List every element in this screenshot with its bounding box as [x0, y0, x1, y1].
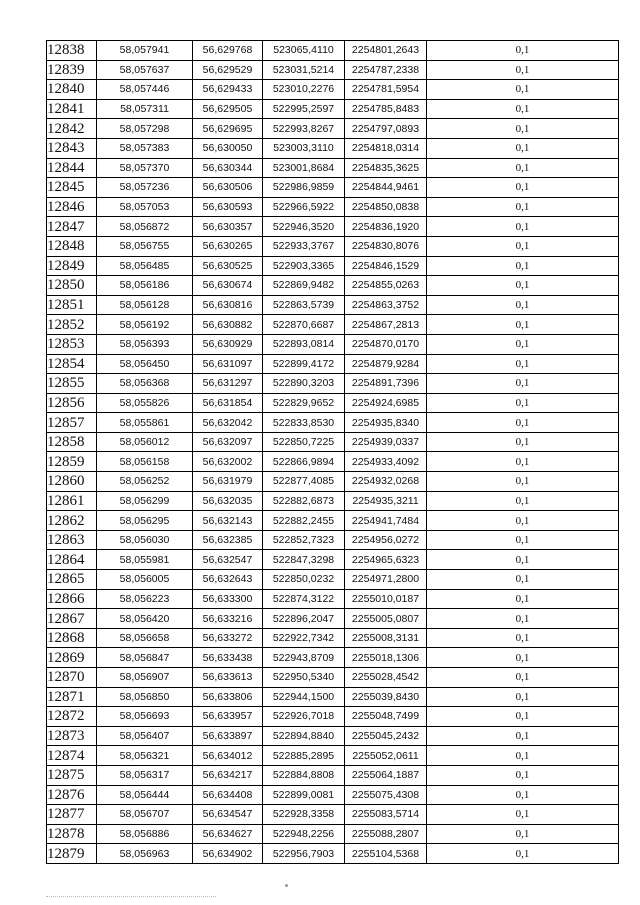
longitude-cell: 56,633272 [193, 628, 263, 648]
x-coordinate-cell: 522950,5340 [263, 668, 345, 688]
longitude-cell: 56,632035 [193, 491, 263, 511]
y-coordinate-cell: 2254933,4092 [345, 452, 427, 472]
y-coordinate-cell: 2254801,2643 [345, 41, 427, 61]
table-row [47, 491, 619, 511]
point-number-cell: 12840 [47, 80, 97, 100]
table-row [47, 354, 619, 374]
point-number-cell: 12873 [47, 726, 97, 746]
error-cell: 0,1 [427, 805, 619, 825]
error-cell: 0,1 [427, 785, 619, 805]
y-coordinate-cell: 2254965,6323 [345, 550, 427, 570]
point-number-cell: 12847 [47, 217, 97, 237]
error-cell: 0,1 [427, 668, 619, 688]
y-coordinate-cell: 2255048,7499 [345, 707, 427, 727]
latitude-cell: 58,056450 [97, 354, 193, 374]
x-coordinate-cell: 522948,2256 [263, 824, 345, 844]
longitude-cell: 56,631979 [193, 472, 263, 492]
table-row [47, 393, 619, 413]
error-cell: 0,1 [427, 844, 619, 864]
point-number-cell: 12864 [47, 550, 97, 570]
latitude-cell: 58,056393 [97, 334, 193, 354]
table-row [47, 138, 619, 158]
point-number-cell: 12862 [47, 511, 97, 531]
table-row [47, 334, 619, 354]
point-number-cell: 12848 [47, 236, 97, 256]
error-cell: 0,1 [427, 276, 619, 296]
error-cell: 0,1 [427, 41, 619, 61]
table-row [47, 452, 619, 472]
x-coordinate-cell: 522894,8840 [263, 726, 345, 746]
y-coordinate-cell: 2255083,5714 [345, 805, 427, 825]
latitude-cell: 58,056872 [97, 217, 193, 237]
latitude-cell: 58,056850 [97, 687, 193, 707]
point-number-cell: 12852 [47, 315, 97, 335]
point-number-cell: 12871 [47, 687, 97, 707]
point-number-cell: 12867 [47, 609, 97, 629]
latitude-cell: 58,057637 [97, 60, 193, 80]
longitude-cell: 56,634902 [193, 844, 263, 864]
table-row [47, 628, 619, 648]
x-coordinate-cell: 522852,7323 [263, 530, 345, 550]
table-row [47, 589, 619, 609]
x-coordinate-cell: 522899,0081 [263, 785, 345, 805]
y-coordinate-cell: 2255008,3131 [345, 628, 427, 648]
table-row [47, 687, 619, 707]
point-number-cell: 12875 [47, 765, 97, 785]
longitude-cell: 56,631297 [193, 374, 263, 394]
x-coordinate-cell: 522896,2047 [263, 609, 345, 629]
point-number-cell: 12853 [47, 334, 97, 354]
x-coordinate-cell: 523010,2276 [263, 80, 345, 100]
latitude-cell: 58,055826 [97, 393, 193, 413]
longitude-cell: 56,630674 [193, 276, 263, 296]
y-coordinate-cell: 2254855,0263 [345, 276, 427, 296]
error-cell: 0,1 [427, 354, 619, 374]
error-cell: 0,1 [427, 726, 619, 746]
latitude-cell: 58,056707 [97, 805, 193, 825]
x-coordinate-cell: 522829,9652 [263, 393, 345, 413]
latitude-cell: 58,056755 [97, 236, 193, 256]
table-row [47, 648, 619, 668]
point-number-cell: 12839 [47, 60, 97, 80]
latitude-cell: 58,057370 [97, 158, 193, 178]
point-number-cell: 12860 [47, 472, 97, 492]
x-coordinate-cell: 522899,4172 [263, 354, 345, 374]
table-row [47, 236, 619, 256]
error-cell: 0,1 [427, 687, 619, 707]
table-row [47, 315, 619, 335]
longitude-cell: 56,629695 [193, 119, 263, 139]
point-number-cell: 12844 [47, 158, 97, 178]
y-coordinate-cell: 2255075,4308 [345, 785, 427, 805]
table-row [47, 432, 619, 452]
table-row [47, 158, 619, 178]
point-number-cell: 12863 [47, 530, 97, 550]
latitude-cell: 58,057053 [97, 197, 193, 217]
latitude-cell: 58,057236 [97, 178, 193, 198]
latitude-cell: 58,055981 [97, 550, 193, 570]
longitude-cell: 56,630357 [193, 217, 263, 237]
table-row [47, 805, 619, 825]
point-number-cell: 12858 [47, 432, 97, 452]
longitude-cell: 56,633438 [193, 648, 263, 668]
y-coordinate-cell: 2254797,0893 [345, 119, 427, 139]
x-coordinate-cell: 522847,3298 [263, 550, 345, 570]
x-coordinate-cell: 522943,8709 [263, 648, 345, 668]
table-row [47, 746, 619, 766]
table-row [47, 511, 619, 531]
y-coordinate-cell: 2254924,6985 [345, 393, 427, 413]
error-cell: 0,1 [427, 511, 619, 531]
error-cell: 0,1 [427, 432, 619, 452]
error-cell: 0,1 [427, 334, 619, 354]
longitude-cell: 56,629433 [193, 80, 263, 100]
y-coordinate-cell: 2254818,0314 [345, 138, 427, 158]
y-coordinate-cell: 2254870,0170 [345, 334, 427, 354]
point-number-cell: 12842 [47, 119, 97, 139]
longitude-cell: 56,632385 [193, 530, 263, 550]
y-coordinate-cell: 2254844,9461 [345, 178, 427, 198]
longitude-cell: 56,633806 [193, 687, 263, 707]
y-coordinate-cell: 2254830,8076 [345, 236, 427, 256]
latitude-cell: 58,056252 [97, 472, 193, 492]
x-coordinate-cell: 522866,9894 [263, 452, 345, 472]
longitude-cell: 56,632097 [193, 432, 263, 452]
point-number-cell: 12878 [47, 824, 97, 844]
error-cell: 0,1 [427, 99, 619, 119]
x-coordinate-cell: 522944,1500 [263, 687, 345, 707]
x-coordinate-cell: 522884,8808 [263, 765, 345, 785]
y-coordinate-cell: 2254879,9284 [345, 354, 427, 374]
table-row [47, 765, 619, 785]
longitude-cell: 56,633897 [193, 726, 263, 746]
table-row [47, 276, 619, 296]
y-coordinate-cell: 2255018,1306 [345, 648, 427, 668]
table-row [47, 99, 619, 119]
latitude-cell: 58,056128 [97, 295, 193, 315]
latitude-cell: 58,056295 [97, 511, 193, 531]
y-coordinate-cell: 2255088,2807 [345, 824, 427, 844]
longitude-cell: 56,632002 [193, 452, 263, 472]
error-cell: 0,1 [427, 648, 619, 668]
y-coordinate-cell: 2254932,0268 [345, 472, 427, 492]
latitude-cell: 58,057311 [97, 99, 193, 119]
longitude-cell: 56,630506 [193, 178, 263, 198]
x-coordinate-cell: 522877,4085 [263, 472, 345, 492]
latitude-cell: 58,056030 [97, 530, 193, 550]
longitude-cell: 56,630593 [193, 197, 263, 217]
longitude-cell: 56,633216 [193, 609, 263, 629]
latitude-cell: 58,056658 [97, 628, 193, 648]
x-coordinate-cell: 522870,6687 [263, 315, 345, 335]
latitude-cell: 58,056886 [97, 824, 193, 844]
x-coordinate-cell: 522928,3358 [263, 805, 345, 825]
x-coordinate-cell: 522882,6873 [263, 491, 345, 511]
error-cell: 0,1 [427, 824, 619, 844]
x-coordinate-cell: 522986,9859 [263, 178, 345, 198]
error-cell: 0,1 [427, 707, 619, 727]
error-cell: 0,1 [427, 413, 619, 433]
point-number-cell: 12856 [47, 393, 97, 413]
table-row [47, 80, 619, 100]
point-number-cell: 12866 [47, 589, 97, 609]
latitude-cell: 58,056485 [97, 256, 193, 276]
x-coordinate-cell: 522993,8267 [263, 119, 345, 139]
y-coordinate-cell: 2255039,8430 [345, 687, 427, 707]
point-number-cell: 12870 [47, 668, 97, 688]
point-number-cell: 12874 [47, 746, 97, 766]
table-row [47, 550, 619, 570]
latitude-cell: 58,056317 [97, 765, 193, 785]
x-coordinate-cell: 522995,2597 [263, 99, 345, 119]
error-cell: 0,1 [427, 158, 619, 178]
x-coordinate-cell: 523065,4110 [263, 41, 345, 61]
longitude-cell: 56,633300 [193, 589, 263, 609]
table-row [47, 41, 619, 61]
error-cell: 0,1 [427, 197, 619, 217]
longitude-cell: 56,630344 [193, 158, 263, 178]
y-coordinate-cell: 2254956,0272 [345, 530, 427, 550]
x-coordinate-cell: 522966,5922 [263, 197, 345, 217]
y-coordinate-cell: 2254787,2338 [345, 60, 427, 80]
x-coordinate-cell: 522850,7225 [263, 432, 345, 452]
table-row [47, 726, 619, 746]
latitude-cell: 58,056444 [97, 785, 193, 805]
point-number-cell: 12850 [47, 276, 97, 296]
table-row [47, 256, 619, 276]
longitude-cell: 56,630050 [193, 138, 263, 158]
error-cell: 0,1 [427, 746, 619, 766]
point-number-cell: 12855 [47, 374, 97, 394]
scan-mark [285, 884, 288, 887]
y-coordinate-cell: 2254785,8483 [345, 99, 427, 119]
point-number-cell: 12859 [47, 452, 97, 472]
y-coordinate-cell: 2254935,3211 [345, 491, 427, 511]
y-coordinate-cell: 2255028,4542 [345, 668, 427, 688]
latitude-cell: 58,056420 [97, 609, 193, 629]
longitude-cell: 56,634547 [193, 805, 263, 825]
error-cell: 0,1 [427, 236, 619, 256]
point-number-cell: 12879 [47, 844, 97, 864]
y-coordinate-cell: 2255104,5368 [345, 844, 427, 864]
table-row [47, 178, 619, 198]
longitude-cell: 56,630929 [193, 334, 263, 354]
error-cell: 0,1 [427, 393, 619, 413]
point-number-cell: 12872 [47, 707, 97, 727]
point-number-cell: 12845 [47, 178, 97, 198]
y-coordinate-cell: 2254835,3625 [345, 158, 427, 178]
error-cell: 0,1 [427, 530, 619, 550]
longitude-cell: 56,633613 [193, 668, 263, 688]
point-number-cell: 12868 [47, 628, 97, 648]
x-coordinate-cell: 522893,0814 [263, 334, 345, 354]
longitude-cell: 56,629505 [193, 99, 263, 119]
table-row [47, 197, 619, 217]
latitude-cell: 58,056192 [97, 315, 193, 335]
error-cell: 0,1 [427, 315, 619, 335]
point-number-cell: 12851 [47, 295, 97, 315]
longitude-cell: 56,629529 [193, 60, 263, 80]
error-cell: 0,1 [427, 472, 619, 492]
longitude-cell: 56,632143 [193, 511, 263, 531]
coordinates-table-body [47, 41, 619, 864]
y-coordinate-cell: 2254867,2813 [345, 315, 427, 335]
longitude-cell: 56,632547 [193, 550, 263, 570]
latitude-cell: 58,056963 [97, 844, 193, 864]
latitude-cell: 58,056693 [97, 707, 193, 727]
error-cell: 0,1 [427, 628, 619, 648]
x-coordinate-cell: 522922,7342 [263, 628, 345, 648]
longitude-cell: 56,634408 [193, 785, 263, 805]
table-row [47, 472, 619, 492]
table-row [47, 570, 619, 590]
latitude-cell: 58,057298 [97, 119, 193, 139]
point-number-cell: 12849 [47, 256, 97, 276]
x-coordinate-cell: 523003,3110 [263, 138, 345, 158]
error-cell: 0,1 [427, 765, 619, 785]
point-number-cell: 12854 [47, 354, 97, 374]
coordinates-table [46, 40, 619, 864]
x-coordinate-cell: 523001,8684 [263, 158, 345, 178]
point-number-cell: 12877 [47, 805, 97, 825]
x-coordinate-cell: 522890,3203 [263, 374, 345, 394]
latitude-cell: 58,057383 [97, 138, 193, 158]
error-cell: 0,1 [427, 80, 619, 100]
latitude-cell: 58,057941 [97, 41, 193, 61]
longitude-cell: 56,630816 [193, 295, 263, 315]
y-coordinate-cell: 2254935,8340 [345, 413, 427, 433]
point-number-cell: 12841 [47, 99, 97, 119]
x-coordinate-cell: 522956,7903 [263, 844, 345, 864]
error-cell: 0,1 [427, 60, 619, 80]
longitude-cell: 56,632643 [193, 570, 263, 590]
point-number-cell: 12865 [47, 570, 97, 590]
table-row [47, 824, 619, 844]
error-cell: 0,1 [427, 374, 619, 394]
error-cell: 0,1 [427, 452, 619, 472]
error-cell: 0,1 [427, 217, 619, 237]
longitude-cell: 56,634627 [193, 824, 263, 844]
y-coordinate-cell: 2254971,2800 [345, 570, 427, 590]
x-coordinate-cell: 523031,5214 [263, 60, 345, 80]
longitude-cell: 56,630882 [193, 315, 263, 335]
error-cell: 0,1 [427, 491, 619, 511]
error-cell: 0,1 [427, 295, 619, 315]
table-row [47, 668, 619, 688]
point-number-cell: 12861 [47, 491, 97, 511]
table-row [47, 844, 619, 864]
error-cell: 0,1 [427, 119, 619, 139]
latitude-cell: 58,056907 [97, 668, 193, 688]
table-row [47, 217, 619, 237]
point-number-cell: 12843 [47, 138, 97, 158]
y-coordinate-cell: 2254781,5954 [345, 80, 427, 100]
y-coordinate-cell: 2255005,0807 [345, 609, 427, 629]
y-coordinate-cell: 2254846,1529 [345, 256, 427, 276]
point-number-cell: 12846 [47, 197, 97, 217]
x-coordinate-cell: 522926,7018 [263, 707, 345, 727]
latitude-cell: 58,055861 [97, 413, 193, 433]
error-cell: 0,1 [427, 550, 619, 570]
table-row [47, 119, 619, 139]
y-coordinate-cell: 2254939,0337 [345, 432, 427, 452]
point-number-cell: 12869 [47, 648, 97, 668]
y-coordinate-cell: 2254941,7484 [345, 511, 427, 531]
latitude-cell: 58,056158 [97, 452, 193, 472]
error-cell: 0,1 [427, 609, 619, 629]
longitude-cell: 56,630265 [193, 236, 263, 256]
x-coordinate-cell: 522869,9482 [263, 276, 345, 296]
point-number-cell: 12857 [47, 413, 97, 433]
latitude-cell: 58,056299 [97, 491, 193, 511]
x-coordinate-cell: 522874,3122 [263, 589, 345, 609]
y-coordinate-cell: 2255045,2432 [345, 726, 427, 746]
latitude-cell: 58,056321 [97, 746, 193, 766]
y-coordinate-cell: 2254836,1920 [345, 217, 427, 237]
latitude-cell: 58,056847 [97, 648, 193, 668]
x-coordinate-cell: 522903,3365 [263, 256, 345, 276]
table-row [47, 707, 619, 727]
y-coordinate-cell: 2254850,0838 [345, 197, 427, 217]
latitude-cell: 58,056012 [97, 432, 193, 452]
x-coordinate-cell: 522882,2455 [263, 511, 345, 531]
latitude-cell: 58,056407 [97, 726, 193, 746]
point-number-cell: 12838 [47, 41, 97, 61]
latitude-cell: 58,056223 [97, 589, 193, 609]
footer-divider [46, 896, 216, 897]
latitude-cell: 58,056368 [97, 374, 193, 394]
longitude-cell: 56,633957 [193, 707, 263, 727]
y-coordinate-cell: 2254891,7396 [345, 374, 427, 394]
table-row [47, 413, 619, 433]
table-row [47, 609, 619, 629]
longitude-cell: 56,629768 [193, 41, 263, 61]
x-coordinate-cell: 522863,5739 [263, 295, 345, 315]
error-cell: 0,1 [427, 256, 619, 276]
longitude-cell: 56,631097 [193, 354, 263, 374]
latitude-cell: 58,056186 [97, 276, 193, 296]
table-row [47, 295, 619, 315]
table-row [47, 785, 619, 805]
y-coordinate-cell: 2255052,0611 [345, 746, 427, 766]
longitude-cell: 56,634217 [193, 765, 263, 785]
table-row [47, 374, 619, 394]
point-number-cell: 12876 [47, 785, 97, 805]
error-cell: 0,1 [427, 138, 619, 158]
y-coordinate-cell: 2255064,1887 [345, 765, 427, 785]
table-row [47, 530, 619, 550]
x-coordinate-cell: 522885,2895 [263, 746, 345, 766]
y-coordinate-cell: 2254863,3752 [345, 295, 427, 315]
longitude-cell: 56,630525 [193, 256, 263, 276]
y-coordinate-cell: 2255010,0187 [345, 589, 427, 609]
x-coordinate-cell: 522946,3520 [263, 217, 345, 237]
error-cell: 0,1 [427, 570, 619, 590]
latitude-cell: 58,056005 [97, 570, 193, 590]
error-cell: 0,1 [427, 589, 619, 609]
x-coordinate-cell: 522933,3767 [263, 236, 345, 256]
error-cell: 0,1 [427, 178, 619, 198]
longitude-cell: 56,632042 [193, 413, 263, 433]
longitude-cell: 56,634012 [193, 746, 263, 766]
longitude-cell: 56,631854 [193, 393, 263, 413]
x-coordinate-cell: 522850,0232 [263, 570, 345, 590]
table-row [47, 60, 619, 80]
x-coordinate-cell: 522833,8530 [263, 413, 345, 433]
latitude-cell: 58,057446 [97, 80, 193, 100]
